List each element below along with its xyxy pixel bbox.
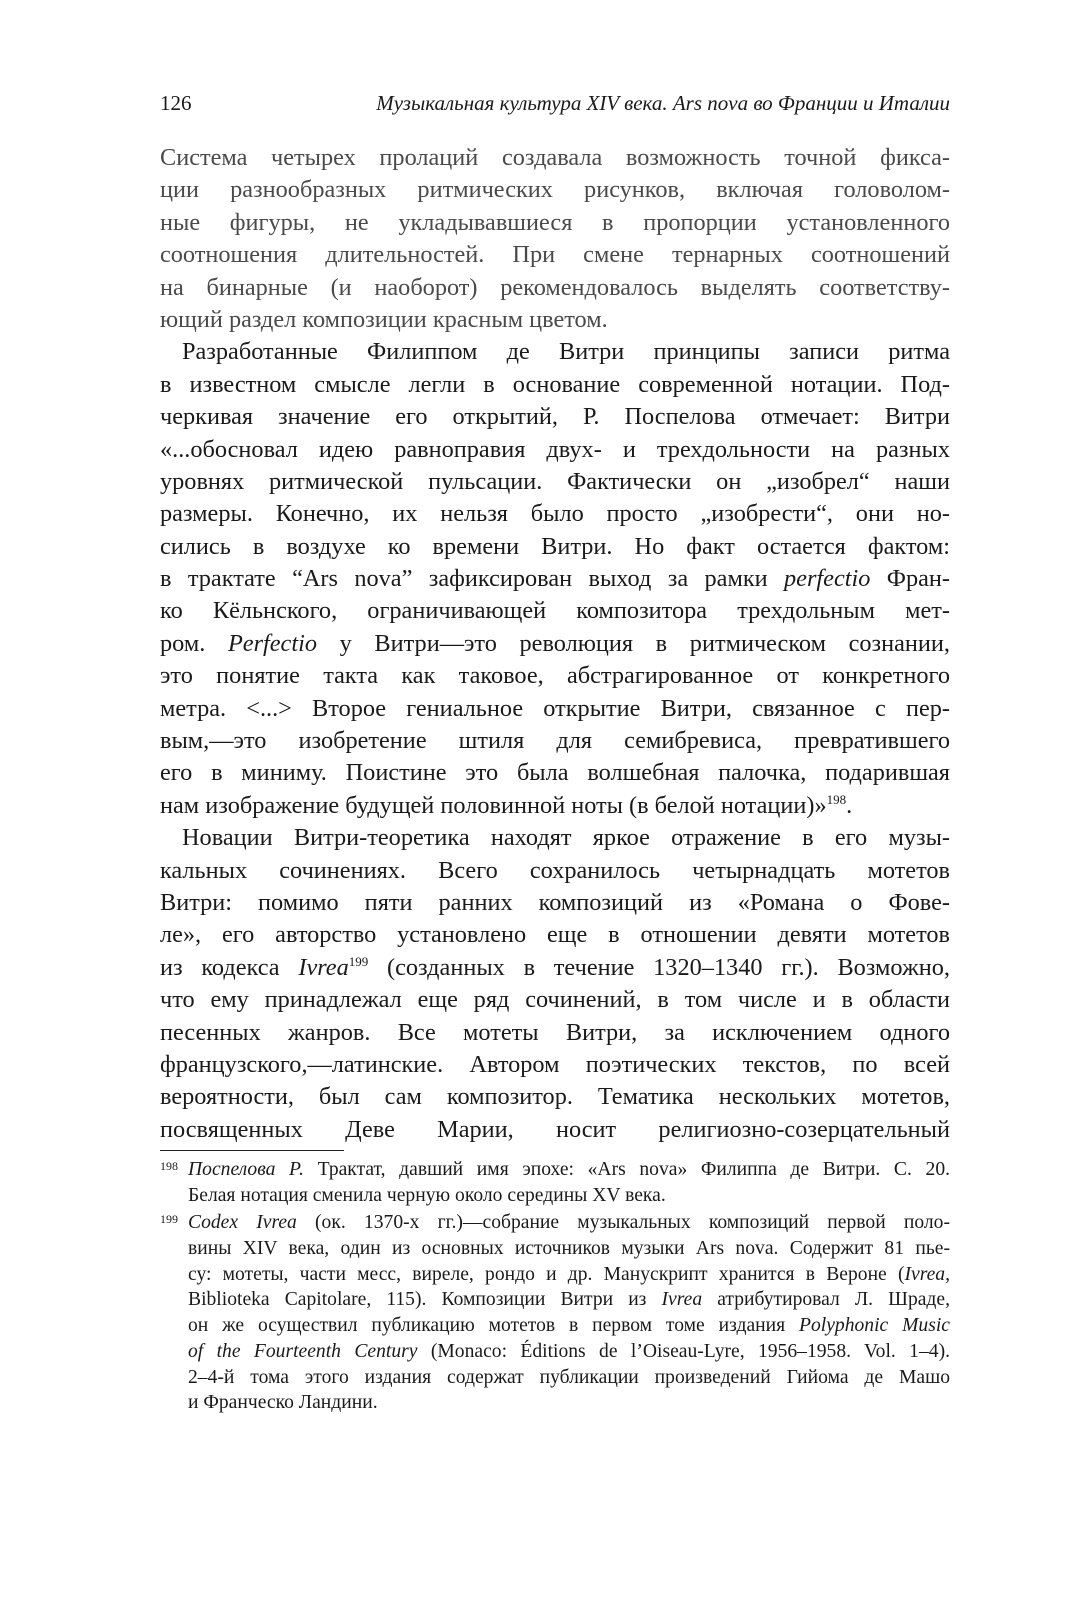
- footnote-number: 198: [160, 1159, 178, 1173]
- text-line: французского,—латинские. Автором поэтических текстов, по всей: [160, 1050, 950, 1078]
- text-line: «...обосновал идею равноправия двух- и трехдольности на разных: [160, 435, 950, 463]
- text-line: в трактате “Ars nova” зафиксирован выход за рамки perfectio Фран-: [160, 565, 951, 593]
- text-line: это понятие такта как таковое, абстрагированное от конкретного: [160, 662, 950, 690]
- footnote-line: Поспелова Р. Трактат, давший имя эпохе: «Ars nova» Филиппа де Витри. С. 20.: [188, 1159, 951, 1180]
- text-line: песенных жанров. Все мотеты Витри, за исключением одного: [160, 1018, 950, 1046]
- text-line: метра. <...> Второе гениальное открытие Витри, связанное с пер-: [160, 694, 950, 722]
- main-text: [160, 142, 950, 1146]
- footnote-line: он же осуществил публикацию мотетов в первом томе издания Polyphonic Music: [188, 1315, 950, 1337]
- text-line: ющий раздел композиции красным цветом.: [160, 305, 608, 333]
- text-line: его в миниму. Поистине это была волшебная палочка, подарившая: [160, 759, 950, 787]
- text-line: ные фигуры, не укладывавшиеся в пропорции установленного: [160, 208, 950, 236]
- footnote-line: 2–4-й тома этого издания содержат публикации произведений Гийома де Машо: [188, 1366, 950, 1388]
- footnote-199: [160, 1210, 950, 1416]
- text-line: ко Кёльнского, ограничивающей композитора трехдольным мет-: [160, 597, 950, 625]
- footnote-198: [160, 1157, 950, 1208]
- footnote-line: и Франческо Ландини.: [188, 1392, 378, 1414]
- text-line: соотношения длительностей. При смене тернарных соотношений: [160, 241, 950, 269]
- footnote-divider: [160, 1150, 344, 1151]
- text-line: ле», его авторство установлено еще в отношении девяти мотетов: [160, 921, 950, 949]
- running-title: Музыкальная культура XIV века. Ars nova во Франции и Италии: [376, 91, 950, 115]
- italic-term: Perfectio: [227, 629, 317, 657]
- text-line: на бинарные (и наоборот) рекомендовалось выделять соответству-: [160, 273, 950, 301]
- footnote-ref: 198: [826, 791, 847, 807]
- running-header: [160, 88, 950, 118]
- text-line: вым,—это изобретение штиля для семибревиса, превратившего: [160, 727, 950, 755]
- footnote-line: су: мотеты, части месс, виреле, рондо и др. Манускрипт хранится в Вероне (Ivrea,: [188, 1263, 950, 1285]
- text-line: Новации Витри-теоретика находят яркое отражение в его музы-: [182, 824, 950, 852]
- text-line: в известном смысле легли в основание современной нотации. Под-: [160, 370, 950, 398]
- footnotes: [160, 1157, 950, 1416]
- italic-term: perfectio: [784, 565, 871, 593]
- text-line: Витри: помимо пяти ранних композиций из «Романа о Фове-: [160, 888, 950, 916]
- text-line: Разработанные Филиппом де Витри принципы записи ритма: [182, 338, 950, 366]
- page-number: 126: [160, 91, 192, 115]
- text-line: уровнях ритмической пульсации. Фактически он „изобрел“ наши: [160, 467, 950, 495]
- footnote-line: вины XIV века, один из основных источников музыки Ars nova. Содержит 81 пье-: [188, 1238, 950, 1260]
- footnote-number: 199: [160, 1212, 178, 1227]
- text-line: вероятности, был сам композитор. Тематика нескольких мотетов,: [160, 1083, 950, 1111]
- text-line: размеры. Конечно, их нельзя было просто „изобрести“, они но-: [160, 500, 950, 528]
- text-line: что ему принадлежал еще ряд сочинений, в том числе и в области: [160, 986, 950, 1014]
- text-line: посвященных Деве Марии, носит религиозно-созерцательный: [160, 1115, 950, 1143]
- text-line: кальных сочинениях. Всего сохранилось четырнадцать мотетов: [160, 856, 950, 884]
- text-line: ции разнообразных ритмических рисунков, включая головолом-: [160, 176, 950, 204]
- text-line: сились в воздухе ко времени Витри. Но факт остается фактом:: [160, 532, 950, 560]
- footnote-line: Biblioteka Capitolare, 115). Композиции Витри из Ivrea атрибутировал Л. Шраде,: [188, 1289, 950, 1311]
- footnote-line: of the Fourteenth Century (Monaco: Éditions de l’Oiseau-Lyre, 1956–1958. Vol. 1–4).: [188, 1340, 951, 1362]
- footnote-line: Белая нотация сменила черную около середины XV века.: [188, 1184, 666, 1206]
- italic-term: Ivrea: [298, 953, 349, 981]
- text-line: ром. Perfectio у Витри—это революция в ритмическом сознании,: [160, 629, 951, 657]
- text-line: из кодекса Ivrea$^{199}$ (созданных в течение 1320–1340 гг.). Возможно,: [160, 953, 950, 981]
- text-line: нам изображение будущей половинной ноты (в белой нотации)»$^{198}$.: [160, 791, 853, 819]
- text-line: черкивая значение его открытий, Р. Поспелова отмечает: Витри: [160, 403, 950, 431]
- footnote-line: Codex Ivrea (ок. 1370-х гг.)—собрание музыкальных композиций первой поло-: [188, 1212, 950, 1234]
- footnote-ref: 199: [348, 953, 369, 969]
- text-line: Система четырех пролаций создавала возможность точной фикса-: [160, 144, 950, 171]
